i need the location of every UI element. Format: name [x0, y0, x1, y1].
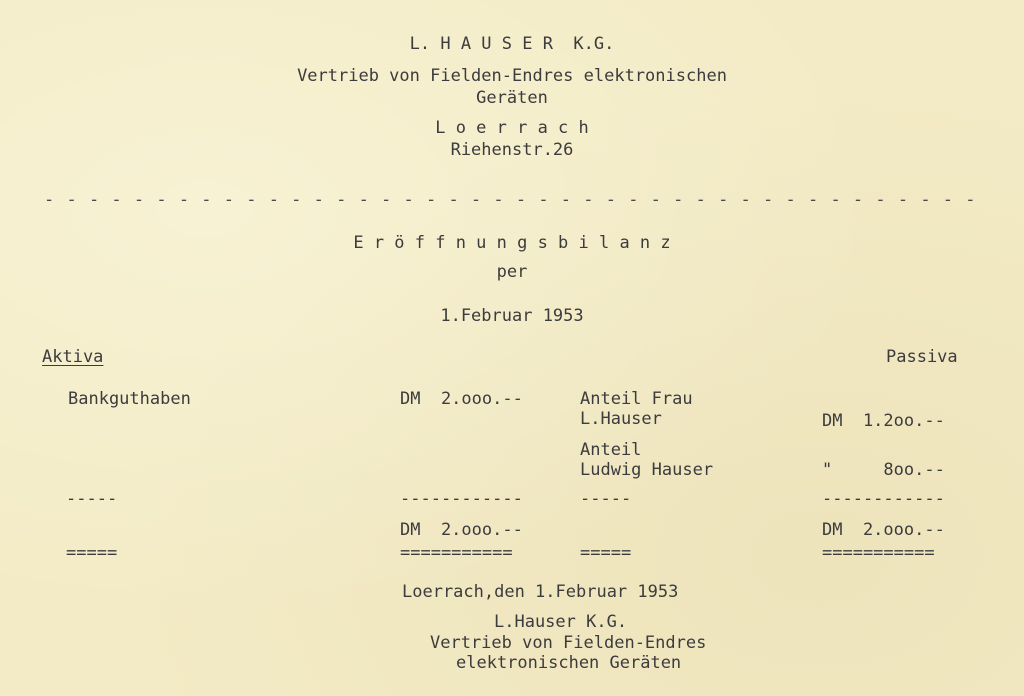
title-date: 1.Februar 1953	[440, 306, 584, 326]
liability1-label-line1: Anteil Frau	[580, 389, 693, 409]
double-line-left-amount: ===========	[400, 543, 513, 563]
company-description-line2: Geräten	[476, 88, 548, 108]
subtotal-line-right-amount: ------------	[822, 489, 945, 509]
company-city: L o e r r a c h	[435, 118, 589, 138]
title-per: per	[496, 262, 528, 282]
double-line-right-label: =====	[580, 543, 632, 563]
subtotal-line-left-amount: ------------	[400, 489, 523, 509]
asset-label: Bankguthaben	[68, 389, 191, 409]
footer-company: L.Hauser K.G.	[494, 612, 628, 632]
double-line-left-label: =====	[66, 543, 118, 563]
liability1-label-line2: L.Hauser	[580, 409, 662, 429]
column-header-aktiva: Aktiva	[42, 347, 104, 367]
company-street: Riehenstr.26	[450, 140, 574, 160]
total-aktiva: DM 2.ooo.--	[400, 520, 523, 540]
document-title: E r ö f f n u n g s b i l a n z	[353, 233, 671, 253]
company-description-line1: Vertrieb von Fielden-Endres elektronischen	[297, 66, 727, 86]
liability2-amount: " 8oo.--	[822, 460, 945, 480]
subtotal-line-right-label: -----	[580, 489, 632, 509]
column-header-passiva: Passiva	[886, 347, 958, 367]
footer-description-line2: elektronischen Geräten	[456, 653, 682, 673]
company-name: L. H A U S E R K.G.	[409, 34, 615, 54]
liability1-amount: DM 1.2oo.--	[822, 411, 945, 431]
total-passiva: DM 2.ooo.--	[822, 520, 945, 540]
footer-place-date: Loerrach,den 1.Februar 1953	[402, 582, 679, 602]
dashed-divider: - - - - - - - - - - - - - - - - - - - - - - - - - - - - - - - - - - - - - - - - - -	[44, 190, 977, 210]
liability2-label-line1: Anteil	[580, 440, 642, 460]
subtotal-line-left-label: -----	[66, 489, 118, 509]
asset-amount: DM 2.ooo.--	[400, 389, 523, 409]
footer-description-line1: Vertrieb von Fielden-Endres	[430, 633, 707, 653]
liability2-label-line2: Ludwig Hauser	[580, 460, 714, 480]
double-line-right-amount: ===========	[822, 543, 935, 563]
